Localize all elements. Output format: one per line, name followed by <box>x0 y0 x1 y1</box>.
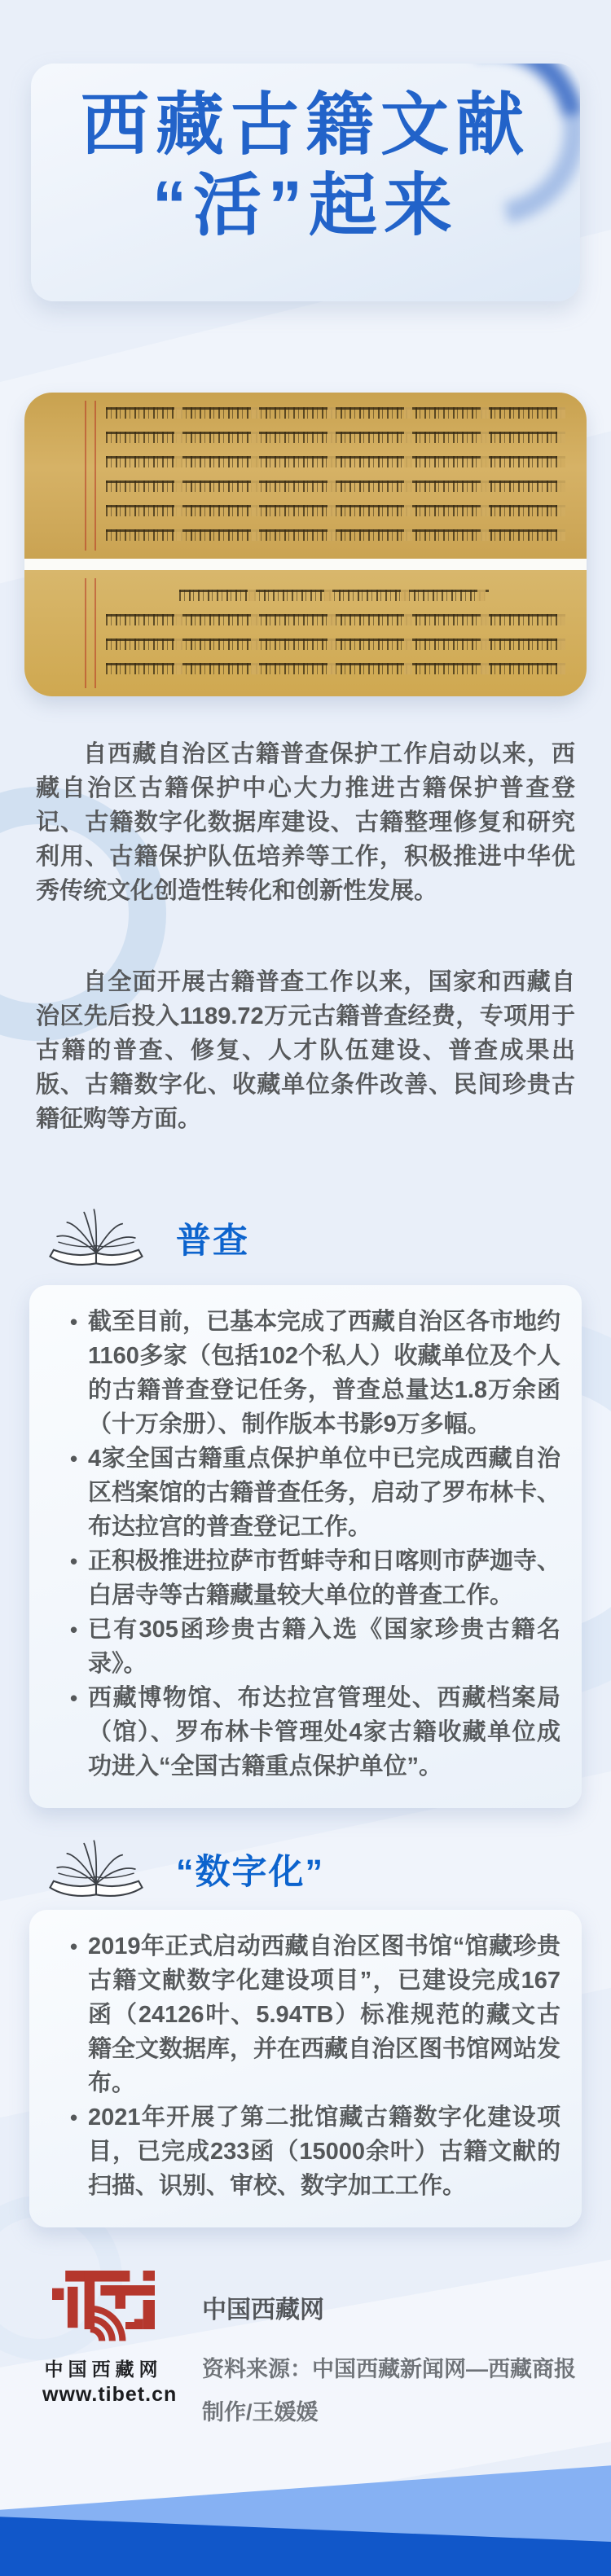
manuscript-lower-leaf <box>24 570 587 696</box>
logo-caption: 中国西藏网 <box>44 2359 163 2380</box>
tibetan-manuscript-image <box>24 393 587 696</box>
title-card <box>31 64 580 301</box>
section-title-shuzihua: “数字化” <box>176 1852 324 1892</box>
open-book-sketch-icon <box>42 1837 150 1902</box>
bullet-item: • 4家全国古籍重点保护单位中已完成西藏自治区档案馆的古籍普查任务，启动了罗布林卡、布达拉宫的普查登记工作。 <box>73 1442 560 1544</box>
infographic-page <box>0 64 611 2576</box>
tibet-cn-logo-icon <box>52 2270 155 2345</box>
manuscript-upper-leaf <box>24 393 587 559</box>
shuzihua-bullet-list <box>42 1929 560 2203</box>
section-header-shuzihua <box>42 1837 611 1902</box>
source-line: 资料来源：中国西藏新闻网—西藏商报 <box>202 2357 576 2381</box>
shuzihua-card <box>29 1910 582 2227</box>
page-title-line1: 西藏古籍文献 <box>80 86 530 163</box>
bullet-item: • 2021年开展了第二批馆藏古籍数字化建设项目，已完成233函（15000余叶）古籍文献的扫描、识别、审校、数字加工工作。 <box>73 2100 560 2203</box>
pucha-bullet-list <box>42 1305 560 1784</box>
section-title-pucha: 普查 <box>176 1221 249 1261</box>
open-book-sketch-icon <box>42 1205 150 1270</box>
pucha-card <box>29 1285 582 1808</box>
intro-paragraph-1: 自西藏自治区古籍普查保护工作启动以来，西藏自治区古籍保护中心大力推进古籍保护普查登记、古籍数字化数据库建设、古籍整理修复和研究利用、古籍保护队伍培养等工作，积极推进中华优秀传统文化创造性转化和创新性发展。 <box>36 741 575 904</box>
bullet-item: • 2019年正式启动西藏自治区图书馆“馆藏珍贵古籍文献数字化建设项目”，已建设完成167函（24126叶、5.94TB）标准规范的藏文古籍全文数据库，并在西藏自治区图书馆网站发布。 <box>73 1929 560 2100</box>
bullet-item: • 已有305函珍贵古籍入选《国家珍贵古籍名录》。 <box>73 1613 560 1681</box>
footer <box>42 2270 611 2426</box>
intro-paragraph-2: 自全面开展古籍普查工作以来，国家和西藏自治区先后投入1189.72万元古籍普查经费，专项用于古籍的普查、修复、人才队伍建设、普查成果出版、古籍数字化、收藏单位条件改善、民间珍贵古籍征购等方面。 <box>36 969 575 1132</box>
bullet-item: • 截至目前，已基本完成了西藏自治区各市地约1160多家（包括102个私人）收藏单位及个人的古籍普查登记任务，普查总量达1.8万余函（十万余册）、制作版本书影9万多幅。 <box>73 1305 560 1442</box>
manuscript-gap <box>24 559 587 570</box>
page-title-line2: “活”起来 <box>152 167 459 244</box>
bullet-item: • 西藏博物馆、布达拉宫管理处、西藏档案局（馆）、罗布林卡管理处4家古籍收藏单位成功进入“全国古籍重点保护单位”。 <box>73 1681 560 1784</box>
credit-line: 制作/王媛媛 <box>202 2400 319 2425</box>
tibet-cn-logo-block <box>42 2270 178 2407</box>
section-header-pucha <box>42 1205 611 1270</box>
site-name: 中国西藏网 <box>202 2297 324 2324</box>
bullet-item: • 正积极推进拉萨市哲蚌寺和日喀则市萨迦寺、白居寺等古籍藏量较大单位的普查工作。 <box>73 1544 560 1613</box>
credits-block <box>202 2270 576 2426</box>
logo-url-text: www.tibet.cn <box>42 2383 178 2406</box>
